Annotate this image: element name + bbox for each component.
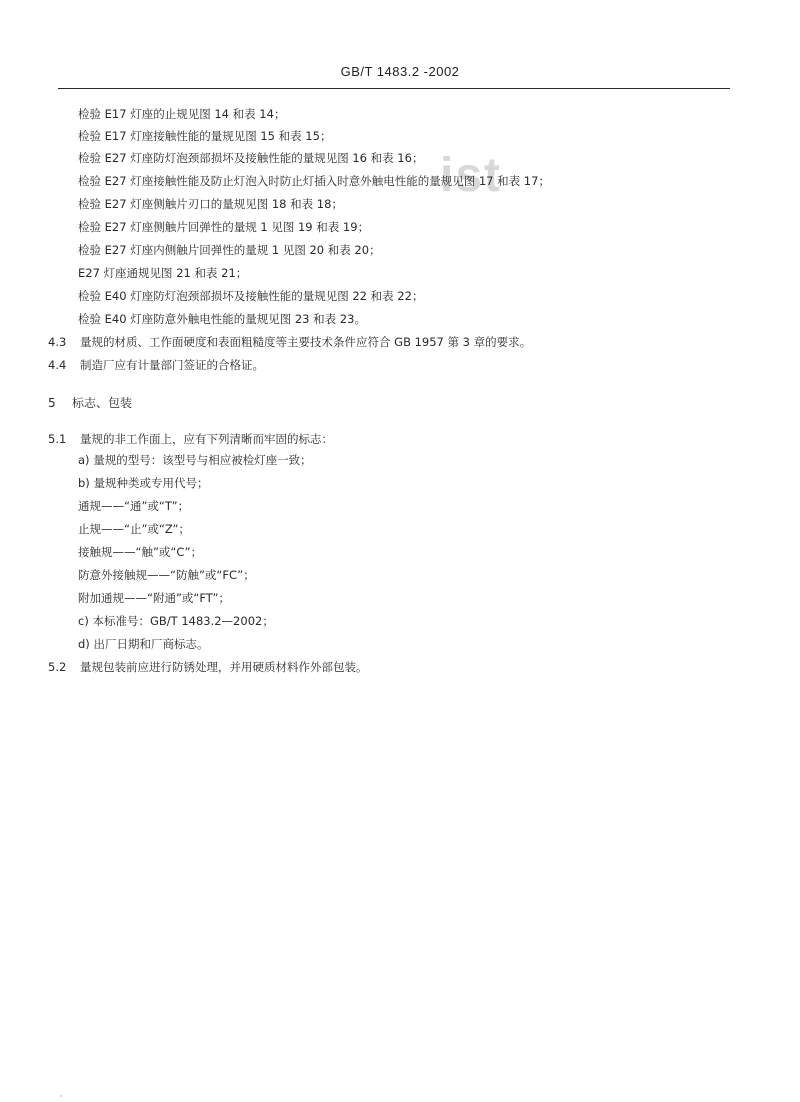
marking-item: d) 出厂日期和厂商标志。 bbox=[78, 637, 209, 651]
marking-item: 通规——“通”或“T”； bbox=[78, 499, 190, 513]
marking-item: 防意外接触规——“防触”或“FC”； bbox=[78, 568, 255, 582]
marking-item: a) 量规的型号：该型号与相应被检灯座一致； bbox=[78, 453, 312, 467]
list-item: E27 灯座通规见图 21 和表 21； bbox=[78, 266, 248, 280]
page-header-standard-number: GB/T 1483.2 -2002 bbox=[340, 64, 460, 79]
section-number: 5 bbox=[48, 396, 56, 410]
list-item: 检验 E27 灯座侧触片刃口的量规见图 18 和表 18； bbox=[78, 197, 343, 211]
list-item: 检验 E27 灯座侧触片回弹性的量规 1 见图 19 和表 19； bbox=[78, 220, 370, 234]
page-corner-mark: · bbox=[60, 1092, 63, 1101]
list-item: 检验 E27 灯座防灯泡颈部损坏及接触性能的量规见图 16 和表 16； bbox=[78, 151, 424, 165]
list-item: 检验 E40 灯座防灯泡颈部损坏及接触性能的量规见图 22 和表 22； bbox=[78, 289, 424, 303]
clause-number: 4.3 bbox=[48, 335, 67, 349]
marking-item: c) 本标准号：GB/T 1483.2—2002； bbox=[78, 614, 274, 628]
clause-text: 制造厂应有计量部门签证的合格证。 bbox=[80, 358, 264, 372]
marking-item: 附加通规——“附通”或“FT”； bbox=[78, 591, 231, 605]
list-item: 检验 E17 灯座接触性能的量规见图 15 和表 15； bbox=[78, 129, 332, 143]
marking-item: b) 量规种类或专用代号； bbox=[78, 476, 209, 490]
watermark: ist bbox=[440, 149, 503, 202]
clause-5-2 bbox=[48, 659, 748, 675]
clause-4-4 bbox=[48, 357, 748, 373]
clause-text: 量规包装前应进行防锈处理，并用硬质材料作外部包装。 bbox=[80, 660, 368, 674]
clause-text: 量规的非工作面上，应有下列清晰而牢固的标志： bbox=[80, 432, 333, 446]
clause-text: 量规的材质、工作面硬度和表面粗糙度等主要技术条件应符合 GB 1957 第 3 章的要求。 bbox=[80, 335, 532, 349]
list-item: 检验 E17 灯座的止规见图 14 和表 14； bbox=[78, 107, 286, 121]
clause-number: 5.1 bbox=[48, 432, 67, 446]
list-item: 检验 E27 灯座内侧触片回弹性的量规 1 见图 20 和表 20； bbox=[78, 243, 381, 257]
marking-item: 接触规——“触”或“C”； bbox=[78, 545, 203, 559]
header-rule bbox=[58, 88, 730, 89]
clause-5-1 bbox=[48, 431, 748, 447]
clause-number: 5.2 bbox=[48, 660, 67, 674]
marking-item: 止规——“止”或“Z”； bbox=[78, 522, 191, 536]
section-title: 标志、包装 bbox=[72, 396, 133, 410]
clause-number: 4.4 bbox=[48, 358, 67, 372]
list-item: 检验 E40 灯座防意外触电性能的量规见图 23 和表 23。 bbox=[78, 312, 366, 326]
clause-4-3 bbox=[48, 334, 748, 350]
section-5-heading bbox=[48, 395, 348, 411]
list-item: 检验 E27 灯座接触性能及防止灯泡入时防止灯插入时意外触电性能的量规见图 17 和表 17； bbox=[78, 174, 550, 188]
